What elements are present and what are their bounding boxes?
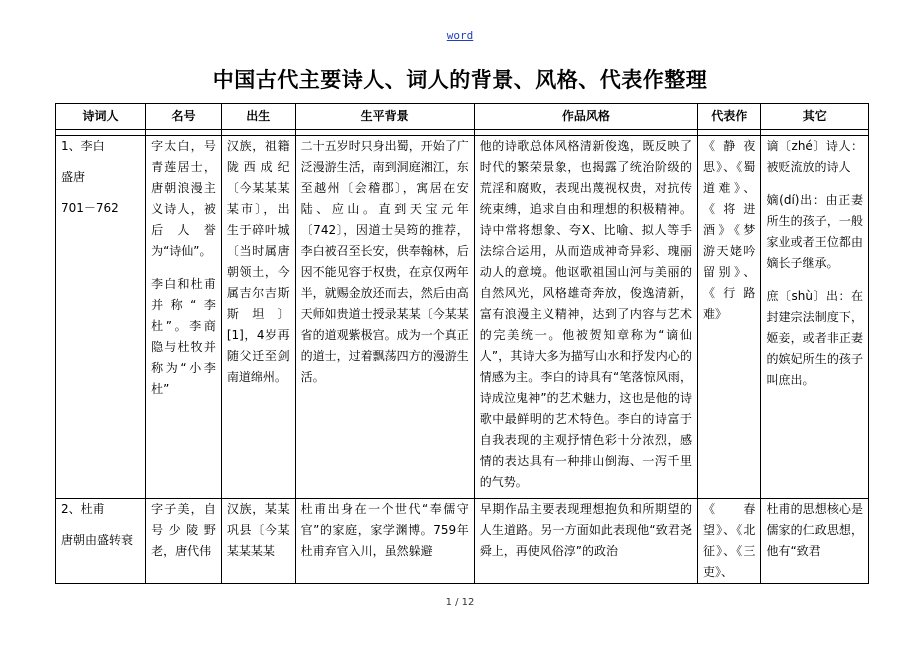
poet-cell — [56, 136, 146, 499]
alias-text: 字太白，号青莲居士，唐朝浪漫主义诗人，被后人誉为“诗仙”。 — [151, 139, 216, 258]
works-text: 《静夜思》、《蜀道难》、《将进酒》《梦游天姥吟留别》、《行路难》 — [702, 139, 756, 321]
note-text: 杜甫的思想核心是儒家的仁政思想，他有“致君 — [766, 502, 863, 558]
alias-cell — [146, 136, 222, 499]
column-header-works: 代表作 — [697, 104, 760, 130]
background-cell — [295, 499, 474, 584]
background-cell — [295, 136, 474, 499]
style-text: 早期作品主要表现理想抱负和所期望的人生道路。另一方面如此表现他“致君尧舜上，再使风俗淳”的政治 — [479, 502, 692, 558]
birth-cell — [221, 499, 295, 584]
table-header-row — [56, 104, 869, 130]
poet-era: 盛唐 — [61, 170, 86, 184]
works-cell — [697, 136, 760, 499]
note-text: 谪〔zhé〕诗人：被贬流放的诗人 — [766, 139, 863, 174]
column-header-style: 作品风格 — [474, 104, 697, 130]
background-text: 杜甫出身在一个世代“奉儒守官”的家庭，家学渊博。759年杜甫弃官入川，虽然躲避 — [300, 502, 469, 558]
note-text: 庶〔shù〕出：在封建宗法制度下，姬妾，或者非正妻的嫔妃所生的孩子叫庶出。 — [766, 289, 863, 387]
page-title: 中国古代主要诗人、词人的背景、风格、代表作整理 — [212, 68, 708, 92]
poet-years: 701－762 — [61, 201, 119, 215]
table-row — [56, 136, 869, 499]
column-header-background: 生平背景 — [295, 104, 474, 130]
birth-cell — [221, 136, 295, 499]
works-text: 《春望》、《北征》、《三吏》、 — [702, 502, 756, 579]
poet-name: 1、李白 — [61, 139, 105, 153]
notes-cell — [761, 499, 869, 584]
poet-era: 唐朝由盛转衰 — [61, 533, 134, 547]
note-text: 嫡(dí)出：由正妻所生的孩子，一般家业或者王位都由嫡长子继承。 — [766, 193, 863, 270]
alias-text: 字子美，自号少陵野老，唐代伟 — [151, 502, 216, 558]
header-word-link[interactable]: word — [446, 29, 474, 42]
column-header-poet: 诗词人 — [56, 104, 146, 130]
poet-name: 2、杜甫 — [61, 502, 105, 516]
style-cell — [474, 499, 697, 584]
poet-cell — [56, 499, 146, 584]
background-text: 二十五岁时只身出蜀，开始了广泛漫游生活，南到洞庭湘江，东至越州〔会稽郡〕，寓居在安陆、应山。直到天宝元年〔742〕，因道士吴筠的推荐，李白被召至长安，供奉翰林，后因不能见容于权贵，在京仅两年半，就赐金放还而去，然后由高天师如贵道士授录某某〔今某某省的道观紫极宫。成为一个真正的道士，过着飘荡四方的漫游生活。 — [300, 139, 469, 384]
column-header-birth: 出生 — [221, 104, 295, 130]
alias-text: 李白和杜甫并称“李杜”。李商隐与杜牧并称为“小李杜” — [151, 277, 216, 396]
alias-cell — [146, 499, 222, 584]
notes-cell — [761, 136, 869, 499]
style-cell — [474, 136, 697, 499]
column-header-alias: 名号 — [146, 104, 222, 130]
table-row — [56, 499, 869, 584]
column-header-notes: 其它 — [761, 104, 869, 130]
page-number: 1 / 12 — [445, 597, 475, 608]
works-cell — [697, 499, 760, 584]
birth-text: 汉族，祖籍陇西成纪〔今某某某某市〕，出生于碎叶城〔当时属唐朝领土，今属吉尔吉斯斯坦〕[1]，4岁再随父迁至剑南道绵州。 — [226, 139, 290, 384]
poets-table — [55, 103, 869, 584]
style-text: 他的诗歌总体风格清新俊逸，既反映了时代的繁荣景象，也揭露了统治阶级的荒淫和腐败，表现出蔑视权贵，对抗传统束缚，追求自由和理想的积极精神。诗中常将想象、夸X、比喻、拟人等手法综合运用，从而造成神奇异彩、瑰丽动人的意境。他讴歌祖国山河与美丽的自然风光，风格雄奇奔放，俊逸清新，富有浪漫主义精神，达到了内容与艺术的完美统一。他被贺知章称为“谪仙人”，其诗大多为描写山水和抒发内心的情感为主。李白的诗具有“笔落惊风雨，诗成泣鬼神”的艺术魅力，这也是他的诗歌中最鲜明的艺术特色。李白的诗富于自我表现的主观抒情色彩十分浓烈，感情的表达具有一种排山倒海、一泻千里的气势。 — [479, 139, 692, 489]
birth-text: 汉族，某某巩县〔今某某某某某 — [226, 502, 290, 558]
